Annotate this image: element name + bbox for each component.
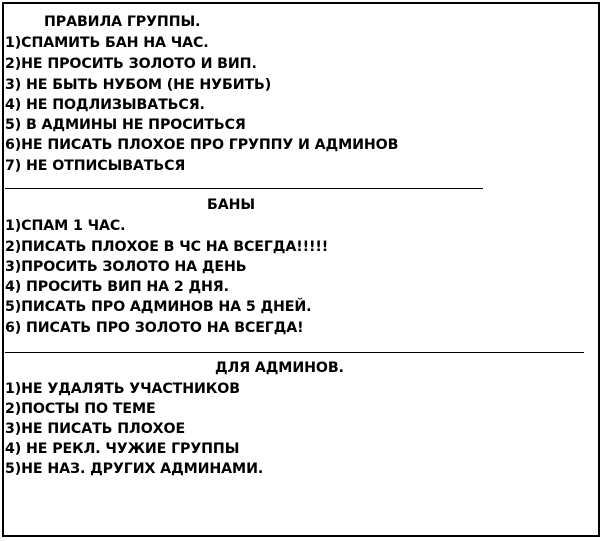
bans-title: БАНЫ [207,197,255,213]
rules-title: ПРАВИЛА ГРУППЫ. [44,14,201,30]
admins-item-5: 5)НЕ НАЗ. ДРУГИХ АДМИНАМИ. [5,461,264,477]
admins-item-1: 1)НЕ УДАЛЯТЬ УЧАСТНИКОВ [5,381,240,397]
admins-item-3: 3)НЕ ПИСАТЬ ПЛОХОЕ [5,421,186,437]
bans-item-3: 3)ПРОСИТЬ ЗОЛОТО НА ДЕНЬ [5,259,247,275]
bans-item-2: 2)ПИСАТЬ ПЛОХОЕ В ЧС НА ВСЕГДА!!!!! [5,239,329,255]
bans-item-4: 4) ПРОСИТЬ ВИП НА 2 ДНЯ. [5,279,229,295]
divider-1 [5,188,483,189]
admins-item-2: 2)ПОСТЫ ПО ТЕМЕ [5,401,156,417]
bans-item-6: 6) ПИСАТЬ ПРО ЗОЛОТО НА ВСЕГДА! [5,320,304,336]
divider-2 [5,352,584,353]
rules-item-2: 2)НЕ ПРОСИТЬ ЗОЛОТО И ВИП. [5,56,257,72]
rules-item-7: 7) НЕ ОТПИСЫВАТЬСЯ [5,158,186,174]
bans-item-5: 5)ПИСАТЬ ПРО АДМИНОВ НА 5 ДНЕЙ. [5,299,312,315]
rules-item-6: 6)НЕ ПИСАТЬ ПЛОХОЕ ПРО ГРУППУ И АДМИНОВ [5,137,399,153]
rules-item-1: 1)СПАМИТЬ БАН НА ЧАС. [5,35,209,51]
rules-item-5: 5) В АДМИНЫ НЕ ПРОСИТЬСЯ [5,117,246,133]
admins-title: ДЛЯ АДМИНОВ. [215,360,344,376]
rules-item-4: 4) НЕ ПОДЛИЗЫВАТЬСЯ. [5,97,205,113]
admins-item-4: 4) НЕ РЕКЛ. ЧУЖИЕ ГРУППЫ [5,441,240,457]
bans-item-1: 1)СПАМ 1 ЧАС. [5,218,126,234]
rules-item-3: 3) НЕ БЫТЬ НУБОМ (НЕ НУБИТЬ) [5,77,272,93]
